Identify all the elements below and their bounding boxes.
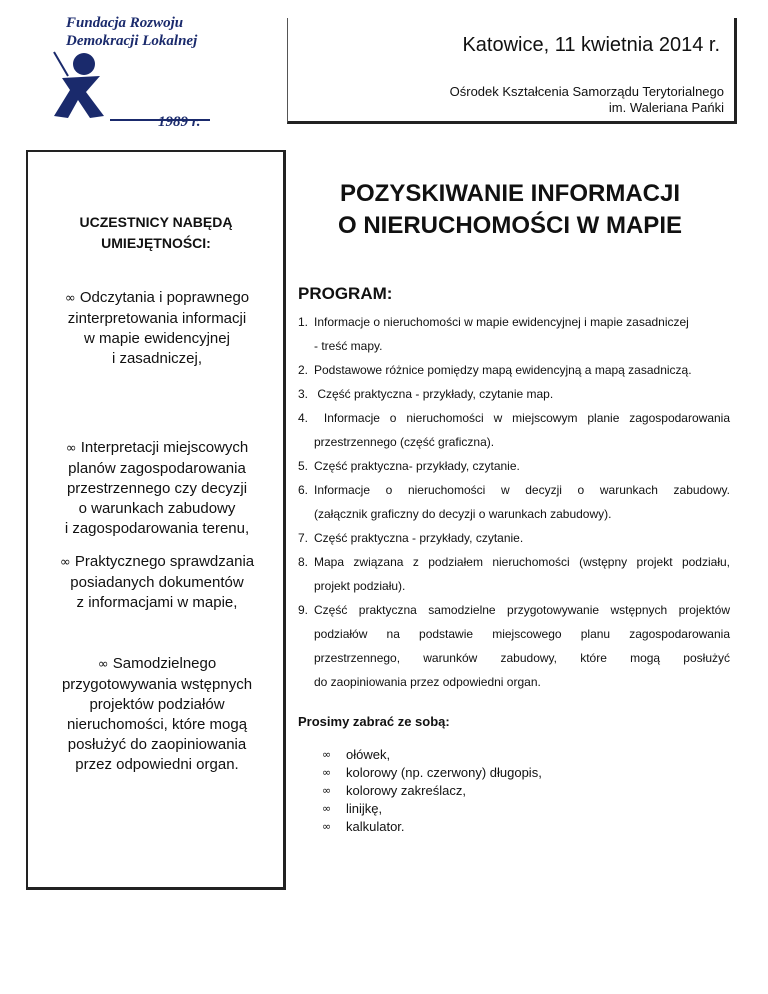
- bring-heading: Prosimy zabrać ze sobą:: [298, 714, 450, 729]
- program-item-text: Informacje o nieruchomości w miejscowym planie zagospodarowania: [314, 411, 730, 425]
- infinity-bullet-icon: ∞: [65, 441, 77, 456]
- program-item: [298, 382, 730, 406]
- page-title-line1: POZYSKIWANIE INFORMACJI: [339, 180, 681, 207]
- list-item-text: kolorowy zakreślacz,: [346, 783, 466, 798]
- list-item-text: ołówek,: [346, 747, 391, 762]
- program-item-text: Podstawowe różnice pomiędzy mapą ewidencyjną a mapą zasadniczą.: [314, 363, 692, 377]
- program-item: [298, 550, 730, 598]
- skill-item: [36, 438, 278, 539]
- list-item: [322, 764, 542, 782]
- skill-text: i zasadniczej,: [111, 350, 203, 367]
- skill-text: Interpretacji miejscowych: [80, 439, 249, 456]
- infinity-bullet-icon: ∞: [322, 784, 332, 797]
- program-item-number: 4.: [298, 411, 309, 425]
- program-item-number: 1.: [298, 315, 309, 329]
- program-item-number: 2.: [298, 363, 309, 377]
- list-item-text: linijkę,: [346, 801, 383, 816]
- skill-item: [36, 654, 278, 775]
- skill-text: w mapie ewidencyjnej: [84, 330, 230, 347]
- skill-text: nieruchomości, które mogą: [66, 716, 248, 733]
- skill-text: posłużyć do zaopiniowania: [67, 736, 247, 753]
- program-item-text: Część praktyczna - przykłady, czytanie map.: [314, 387, 554, 401]
- program-item: [298, 526, 730, 550]
- bring-list: [322, 746, 542, 836]
- program-item-text: Część praktyczna- przykłady, czytanie.: [314, 459, 520, 473]
- program-item: [298, 454, 730, 478]
- list-item: [322, 800, 542, 818]
- skill-item: [36, 552, 278, 613]
- infinity-bullet-icon: ∞: [322, 802, 332, 815]
- skill-text: przygotowywania wstępnych: [61, 676, 253, 693]
- page-title-line2: O NIERUCHOMOŚCI W MAPIE: [337, 212, 682, 239]
- infinity-bullet-icon: ∞: [322, 748, 332, 761]
- skill-text: planów zagospodarowania: [68, 460, 246, 477]
- logo-year: 1989 r.: [158, 114, 201, 130]
- skill-text: posiadanych dokumentów: [70, 574, 244, 591]
- list-item-text: kolorowy (np. czerwony) długopis,: [346, 765, 542, 780]
- skill-text: o warunkach zabudowy: [78, 500, 236, 517]
- skills-heading-line1: UCZESTNICY NABĘDĄ: [79, 214, 233, 230]
- infinity-bullet-icon: ∞: [59, 555, 71, 570]
- skill-text: przestrzennego czy decyzji: [66, 480, 248, 497]
- program-item: [298, 478, 730, 526]
- program-item-number: 6.: [298, 483, 309, 497]
- program-item-number: 7.: [298, 531, 309, 545]
- skill-text: przez odpowiedni organ.: [75, 756, 239, 773]
- program-item-text: Część praktyczna - przykłady, czytanie.: [314, 531, 524, 545]
- infinity-bullet-icon: ∞: [64, 291, 76, 306]
- skill-text: zinterpretowania informacji: [67, 310, 247, 327]
- skill-text: Praktycznego sprawdzania: [74, 553, 255, 570]
- skill-text: Odczytania i poprawnego: [79, 289, 250, 306]
- program-item-text: do zaopiniowania przez odpowiedni organ.: [314, 675, 541, 689]
- skills-heading: [40, 212, 272, 254]
- page-title: [300, 178, 720, 242]
- program-item-text: przestrzennego (część graficzna).: [314, 435, 495, 449]
- infinity-bullet-icon: ∞: [322, 820, 332, 833]
- program-item-text: Informacje o nieruchomości w mapie ewidencyjnej i mapie zasadniczej: [314, 315, 689, 329]
- skill-text: projektów podziałów: [89, 696, 225, 713]
- program-item-text: Informacje o nieruchomości w decyzji o warunkach zabudowy.: [314, 483, 730, 497]
- skill-text: z informacjami w mapie,: [76, 594, 238, 611]
- program-item-text: Mapa związana z podziałem nieruchomości (wstępny projekt podziału,: [314, 555, 730, 569]
- program-item: [298, 310, 730, 358]
- program-item-text: Część praktyczna samodzielne przygotowywanie wstępnych projektów: [314, 603, 730, 617]
- program-item-number: 3.: [298, 387, 309, 401]
- logo-title-line2: Demokracji Lokalnej: [66, 33, 198, 49]
- skill-text: i zagospodarowania terenu,: [64, 520, 250, 537]
- program-item: [298, 406, 730, 454]
- header-org-line2: im. Waleriana Pańki: [608, 100, 724, 115]
- list-item: [322, 746, 542, 764]
- header-date: Katowice, 11 kwietnia 2014 r.: [462, 34, 720, 56]
- program-item-text: - treść mapy.: [314, 339, 383, 353]
- list-item: [322, 818, 542, 836]
- skill-item: [36, 288, 278, 369]
- program-item: [298, 358, 730, 382]
- program-item-number: 9.: [298, 603, 309, 617]
- infinity-bullet-icon: ∞: [97, 657, 109, 672]
- program-item-number: 5.: [298, 459, 309, 473]
- program-item-text: podziałów na podstawie miejscowego planu zagospodarowania: [314, 627, 730, 641]
- program-heading: PROGRAM:: [298, 284, 393, 303]
- program-item-text: projekt podziału).: [314, 579, 406, 593]
- skill-text: Samodzielnego: [112, 655, 217, 672]
- program-item-text: przestrzennego, warunków zabudowy, które mogą posłużyć: [314, 651, 730, 665]
- infinity-bullet-icon: ∞: [322, 766, 332, 779]
- logo-title: [66, 14, 197, 50]
- program-item-text: (załącznik graficzny do decyzji o warunkach zabudowy).: [314, 507, 612, 521]
- list-item: [322, 782, 542, 800]
- logo-title-line1: Fundacja Rozwoju: [66, 15, 184, 31]
- list-item-text: kalkulator.: [346, 819, 405, 834]
- skills-heading-line2: UMIEJĘTNOŚCI:: [101, 235, 211, 251]
- program-item-number: 8.: [298, 555, 309, 569]
- header-org-line1: Ośrodek Kształcenia Samorządu Terytorialnego: [449, 84, 724, 99]
- program-item: [298, 598, 730, 694]
